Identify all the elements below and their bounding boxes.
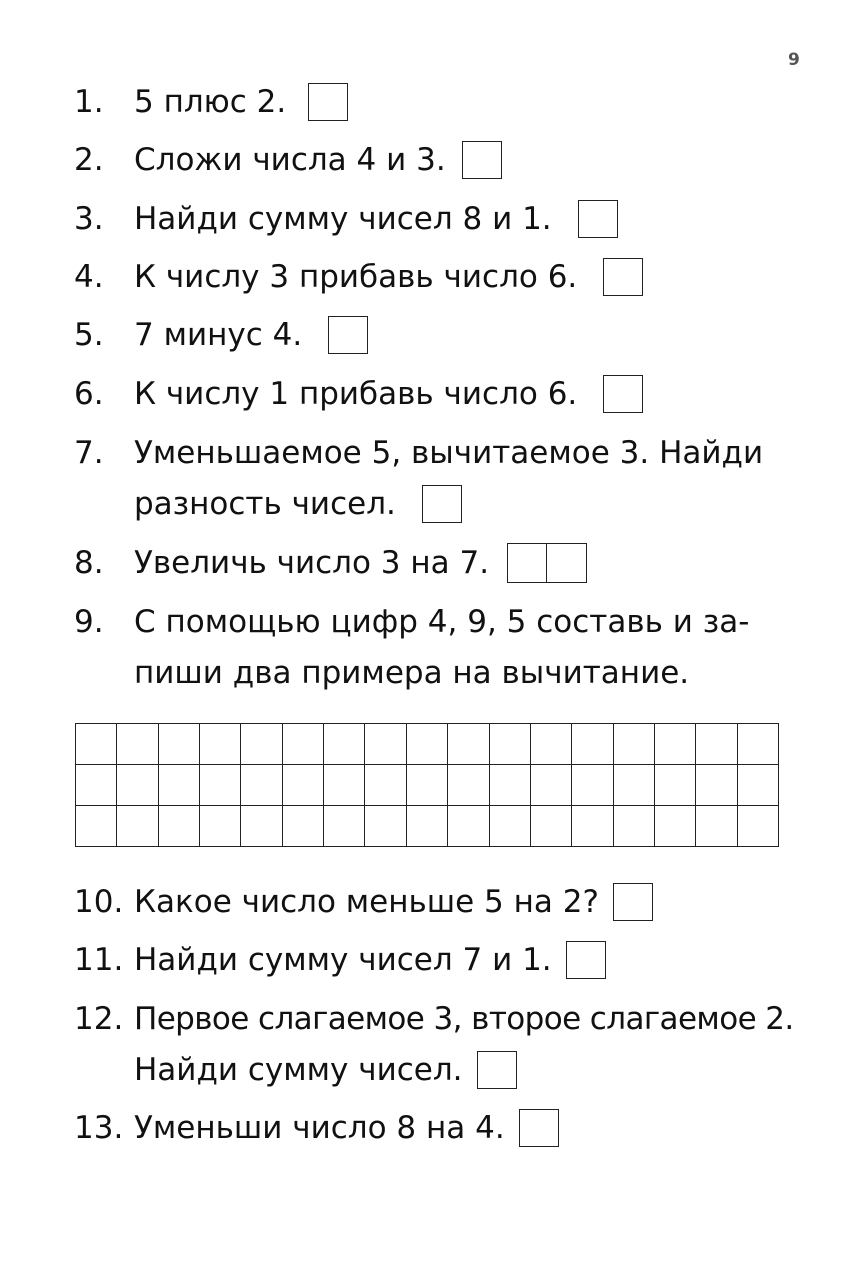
grid-cell[interactable]: [614, 724, 655, 765]
task-number: 11.: [74, 942, 124, 978]
task-number: 5.: [74, 317, 104, 353]
grid-cell[interactable]: [407, 765, 448, 806]
task-2: [74, 138, 502, 182]
task-7: [74, 431, 763, 475]
two-digit-answer-box[interactable]: [507, 543, 587, 583]
grid-cell[interactable]: [365, 806, 406, 847]
task-12-continuation: [134, 1048, 517, 1092]
grid-cell[interactable]: [200, 724, 241, 765]
grid-cell[interactable]: [531, 806, 572, 847]
task-13: [74, 1106, 559, 1150]
task-text: Первое слагаемое 3, второе слагаемое 2.: [134, 1001, 794, 1037]
grid-cell[interactable]: [614, 765, 655, 806]
grid-cell[interactable]: [324, 806, 365, 847]
grid-cell[interactable]: [117, 806, 158, 847]
grid-cell[interactable]: [407, 724, 448, 765]
grid-cell[interactable]: [76, 806, 117, 847]
grid-cell[interactable]: [738, 765, 779, 806]
grid-cell[interactable]: [614, 806, 655, 847]
grid-cell[interactable]: [200, 765, 241, 806]
grid-cell[interactable]: [324, 724, 365, 765]
grid-cell[interactable]: [448, 724, 489, 765]
task-text: Уменьшаемое 5, вычитаемое 3. Найди: [134, 435, 764, 471]
grid-cell[interactable]: [159, 806, 200, 847]
task-3: [74, 197, 618, 241]
grid-cell[interactable]: [696, 765, 737, 806]
grid-cell[interactable]: [490, 806, 531, 847]
grid-cell[interactable]: [448, 765, 489, 806]
task-number: 6.: [74, 376, 104, 412]
task-text-continuation: Найди сумму чисел.: [134, 1052, 463, 1088]
task-4: [74, 255, 643, 299]
grid-cell[interactable]: [117, 765, 158, 806]
grid-cell[interactable]: [531, 765, 572, 806]
task-text: Найди сумму чисел 7 и 1.: [134, 942, 552, 978]
page-number: 9: [788, 50, 800, 70]
answer-box[interactable]: [603, 258, 643, 296]
grid-cell[interactable]: [76, 765, 117, 806]
task-number: 7.: [74, 435, 104, 471]
grid-cell[interactable]: [76, 724, 117, 765]
task-text: Уменьши число 8 на 4.: [134, 1110, 505, 1146]
grid-cell[interactable]: [117, 724, 158, 765]
answer-box[interactable]: [477, 1051, 517, 1089]
task-text: 7 минус 4.: [134, 317, 303, 353]
task-number: 10.: [74, 884, 124, 920]
task-number: 4.: [74, 259, 104, 295]
answer-box[interactable]: [462, 141, 502, 179]
grid-cell[interactable]: [200, 806, 241, 847]
task-text: Какое число меньше 5 на 2?: [134, 884, 599, 920]
task-number: 12.: [74, 1001, 124, 1037]
grid-cell[interactable]: [407, 806, 448, 847]
task-number: 9.: [74, 604, 104, 640]
grid-cell[interactable]: [572, 724, 613, 765]
task-text-continuation: разность чисел.: [134, 486, 396, 522]
task-text-continuation: пиши два примера на вычитание.: [134, 655, 690, 691]
grid-cell[interactable]: [448, 806, 489, 847]
task-6: [74, 372, 643, 416]
task-8: [74, 541, 587, 585]
grid-cell[interactable]: [159, 765, 200, 806]
task-5: [74, 313, 368, 357]
grid-cell[interactable]: [572, 806, 613, 847]
task-number: 2.: [74, 142, 104, 178]
task-number: 8.: [74, 545, 104, 581]
grid-cell[interactable]: [655, 765, 696, 806]
task-text: Увеличь число 3 на 7.: [134, 545, 490, 581]
task-11: [74, 938, 606, 982]
grid-cell[interactable]: [572, 765, 613, 806]
answer-cell-tens[interactable]: [507, 543, 547, 583]
grid-cell[interactable]: [365, 765, 406, 806]
answer-box[interactable]: [578, 200, 618, 238]
grid-cell[interactable]: [490, 724, 531, 765]
task-9: [74, 600, 749, 644]
grid-cell[interactable]: [490, 765, 531, 806]
grid-cell[interactable]: [655, 806, 696, 847]
task-text: Сложи числа 4 и 3.: [134, 142, 446, 178]
grid-cell[interactable]: [241, 765, 282, 806]
answer-box[interactable]: [308, 83, 348, 121]
task-number: 13.: [74, 1110, 124, 1146]
task-number: 3.: [74, 201, 104, 237]
grid-cell[interactable]: [696, 806, 737, 847]
task-text: С помощью цифр 4, 9, 5 составь и за-: [134, 604, 750, 640]
grid-cell[interactable]: [159, 724, 200, 765]
grid-cell[interactable]: [531, 724, 572, 765]
answer-box[interactable]: [613, 883, 653, 921]
grid-cell[interactable]: [655, 724, 696, 765]
answer-box[interactable]: [566, 941, 606, 979]
task-text: Найди сумму чисел 8 и 1.: [134, 201, 552, 237]
task-text: К числу 1 прибавь число 6.: [134, 376, 578, 412]
grid-cell[interactable]: [365, 724, 406, 765]
grid-cell[interactable]: [738, 724, 779, 765]
task-10: [74, 880, 653, 924]
grid-cell[interactable]: [241, 806, 282, 847]
grid-cell[interactable]: [283, 724, 324, 765]
answer-cell-units[interactable]: [547, 543, 587, 583]
task-7-continuation: [134, 482, 462, 526]
grid-cell[interactable]: [696, 724, 737, 765]
grid-cell[interactable]: [324, 765, 365, 806]
task-12: [74, 997, 794, 1041]
task-text: 5 плюс 2.: [134, 84, 287, 120]
task-number: 1.: [74, 84, 104, 120]
answer-grid[interactable]: [75, 723, 779, 847]
answer-box[interactable]: [422, 485, 462, 523]
grid-cell[interactable]: [283, 806, 324, 847]
grid-cell[interactable]: [738, 806, 779, 847]
grid-cell[interactable]: [241, 724, 282, 765]
task-9-continuation: [134, 651, 689, 695]
answer-box[interactable]: [603, 375, 643, 413]
grid-cell[interactable]: [283, 765, 324, 806]
answer-box[interactable]: [519, 1109, 559, 1147]
task-1: [74, 80, 348, 124]
task-text: К числу 3 прибавь число 6.: [134, 259, 578, 295]
answer-box[interactable]: [328, 316, 368, 354]
